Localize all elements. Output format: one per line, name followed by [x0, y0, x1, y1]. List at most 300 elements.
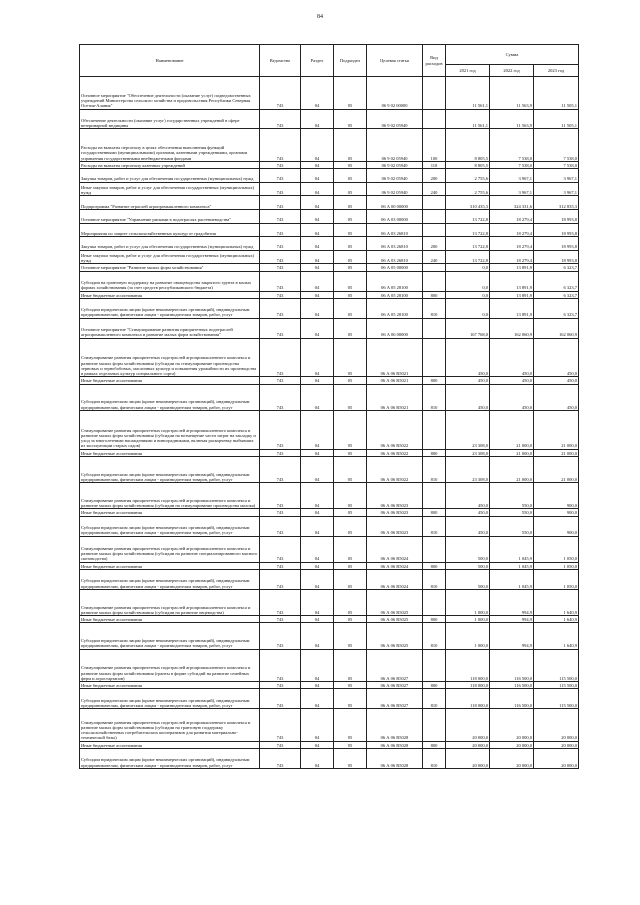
table-row [80, 709, 579, 742]
cell-podrazdel: 05 [334, 237, 367, 251]
cell-2022: 11 563,9 [490, 77, 534, 110]
cell-name: Закупка товаров, работ и услуг для обеспечения государственных (муниципальных) нужд [80, 237, 260, 251]
cell-name: Основное мероприятие "Управление рисками в подотраслях растениеводства" [80, 209, 260, 223]
cell-expense-type: 800 [423, 682, 446, 689]
cell-2023: 7 538,0 [534, 161, 579, 168]
cell-razdel: 04 [301, 237, 334, 251]
cell-razdel: 04 [301, 250, 334, 264]
table-row [80, 264, 579, 271]
cell-2022: 450,0 [490, 384, 534, 410]
table-row [80, 449, 579, 456]
cell-razdel: 04 [301, 682, 334, 689]
cell-vedomstvo: 743 [260, 741, 301, 748]
cell-vedomstvo: 743 [260, 109, 301, 129]
cell-2021: 13 722,8 [446, 237, 490, 251]
cell-vedomstvo: 743 [260, 410, 301, 449]
cell-2021: 118 000,0 [446, 689, 490, 709]
cell-2022: 18 279,4 [490, 223, 534, 237]
cell-vedomstvo: 743 [260, 129, 301, 162]
cell-expense-type: 810 [423, 384, 446, 410]
cell-vedomstvo: 743 [260, 509, 301, 516]
cell-2022: 1 045,9 [490, 570, 534, 590]
cell-expense-type [423, 649, 446, 682]
cell-vedomstvo: 743 [260, 384, 301, 410]
cell-2022: 550,0 [490, 509, 534, 516]
cell-vedomstvo: 743 [260, 77, 301, 110]
cell-2023: 18 993,8 [534, 250, 579, 264]
cell-2021: 2 755,6 [446, 169, 490, 183]
cell-podrazdel: 05 [334, 749, 367, 769]
cell-2021: 500,0 [446, 536, 490, 562]
cell-expense-type: 200 [423, 169, 446, 183]
cell-name: Подпрограмма "Развитие отраслей агропромышленного комплекса" [80, 196, 260, 210]
cell-vedomstvo: 743 [260, 271, 301, 291]
cell-2023: 11 505,1 [534, 77, 579, 110]
cell-2021: 20 000,0 [446, 709, 490, 742]
cell-name: Стимулирование развития приоритетных подотраслей агропромышленного комплекса и развитие малых форм хозяйствования (субсидии на развитие овцеводства) [80, 589, 260, 615]
cell-razdel: 04 [301, 749, 334, 769]
cell-podrazdel: 05 [334, 509, 367, 516]
cell-target-article: 06 А 06 R5023 [367, 516, 423, 536]
table-row [80, 109, 579, 129]
header-podrazdel: Подраздел [334, 45, 367, 77]
cell-2023: 1 050,0 [534, 570, 579, 590]
cell-2023: 21 000,0 [534, 456, 579, 482]
cell-vedomstvo: 743 [260, 182, 301, 196]
page-number: 84 [317, 14, 323, 20]
cell-razdel: 04 [301, 689, 334, 709]
cell-2023: 20 000,0 [534, 709, 579, 742]
cell-name: Иные бюджетные ассигнования [80, 509, 260, 516]
cell-razdel: 04 [301, 410, 334, 449]
cell-2023: 162 060,9 [534, 318, 579, 338]
cell-razdel: 04 [301, 291, 334, 298]
cell-podrazdel: 05 [334, 709, 367, 742]
cell-name: Иные бюджетные ассигнования [80, 377, 260, 384]
cell-podrazdel: 05 [334, 456, 367, 482]
cell-2021: 118 000,0 [446, 682, 490, 689]
cell-razdel: 04 [301, 196, 334, 210]
table-row [80, 623, 579, 649]
table-row [80, 689, 579, 709]
cell-expense-type: 810 [423, 689, 446, 709]
table-row [80, 616, 579, 623]
cell-2023: 20 000,0 [534, 749, 579, 769]
cell-2023: 900,0 [534, 509, 579, 516]
cell-2021: 0,0 [446, 264, 490, 271]
cell-razdel: 04 [301, 456, 334, 482]
cell-target-article: 06 9 02 05940 [367, 161, 423, 168]
cell-razdel: 04 [301, 271, 334, 291]
cell-2022: 550,0 [490, 516, 534, 536]
cell-2022: 550,0 [490, 483, 534, 509]
cell-target-article: 06 А 03 26810 [367, 237, 423, 251]
cell-target-article: 06 9 02 00000 [367, 77, 423, 110]
cell-name: Иные бюджетные ассигнования [80, 741, 260, 748]
cell-podrazdel: 05 [334, 338, 367, 377]
cell-2021: 20 000,0 [446, 741, 490, 748]
cell-2022: 116 500,0 [490, 682, 534, 689]
cell-razdel: 04 [301, 741, 334, 748]
cell-expense-type: 240 [423, 250, 446, 264]
cell-vedomstvo: 743 [260, 570, 301, 590]
table-row [80, 377, 579, 384]
table-row [80, 169, 579, 183]
cell-razdel: 04 [301, 509, 334, 516]
cell-2023: 6 323,7 [534, 298, 579, 318]
cell-2022: 994,9 [490, 589, 534, 615]
cell-vedomstvo: 743 [260, 536, 301, 562]
cell-target-article: 06 А 06 R5023 [367, 483, 423, 509]
cell-target-article: 06 А 06 R5025 [367, 616, 423, 623]
cell-podrazdel: 05 [334, 616, 367, 623]
cell-podrazdel: 05 [334, 196, 367, 210]
cell-podrazdel: 05 [334, 562, 367, 569]
cell-2023: 21 000,0 [534, 449, 579, 456]
cell-name: Стимулирование развития приоритетных подотраслей агропромышленного комплекса и развитие малых форм хозяйствования (субсидии на возмещение части затрат на закладку и уход за многолетними насаждениями и виноградниками, включая раскорчевку выбывших из эксплуатации старых садов) [80, 410, 260, 449]
cell-2021: 13 722,8 [446, 223, 490, 237]
cell-podrazdel: 05 [334, 689, 367, 709]
cell-razdel: 04 [301, 129, 334, 162]
cell-podrazdel: 05 [334, 109, 367, 129]
cell-2023: 18 993,8 [534, 223, 579, 237]
cell-2022: 21 000,0 [490, 410, 534, 449]
cell-razdel: 04 [301, 516, 334, 536]
cell-2023: 6 323,7 [534, 264, 579, 271]
cell-expense-type [423, 536, 446, 562]
table-row [80, 209, 579, 223]
header-name: Наименование [80, 45, 260, 77]
cell-name: Стимулирование развития приоритетных подотраслей агропромышленного комплекса и развитие малых форм хозяйствования (субсидии на развитие специализированного мясного скотоводства) [80, 536, 260, 562]
cell-expense-type [423, 223, 446, 237]
cell-2021: 450,0 [446, 384, 490, 410]
cell-name: Субсидии юридическим лицам (кроме некоммерческих организаций), индивидуальным предпринимателям, физическим лицам - производителям товаров, работ, услуг [80, 689, 260, 709]
cell-2021: 0,0 [446, 271, 490, 291]
cell-name: Мероприятия по защите сельскохозяйственных культур от градобития [80, 223, 260, 237]
cell-expense-type [423, 483, 446, 509]
cell-expense-type: 800 [423, 562, 446, 569]
table-row [80, 250, 579, 264]
cell-name: Основное мероприятие "Стимулирование развития приоритетных подотраслей агропромышленного комплекса и развитие малых форм хозяйствования" [80, 318, 260, 338]
cell-name: Иные бюджетные ассигнования [80, 682, 260, 689]
header-year-2021: 2021 год [446, 65, 490, 77]
cell-podrazdel: 05 [334, 483, 367, 509]
table-row [80, 749, 579, 769]
table-row [80, 291, 579, 298]
cell-podrazdel: 05 [334, 209, 367, 223]
cell-2023: 21 000,0 [534, 410, 579, 449]
cell-2022: 116 500,0 [490, 689, 534, 709]
cell-expense-type [423, 410, 446, 449]
cell-2023: 450,0 [534, 384, 579, 410]
cell-podrazdel: 05 [334, 410, 367, 449]
cell-2021: 11 561,1 [446, 77, 490, 110]
cell-2023: 20 000,0 [534, 741, 579, 748]
cell-name: Иные закупки товаров, работ и услуг для обеспечения государственных (муниципальных) нужд [80, 250, 260, 264]
cell-razdel: 04 [301, 264, 334, 271]
table-row [80, 516, 579, 536]
table-row [80, 682, 579, 689]
cell-name: Субсидии юридическим лицам (кроме некоммерческих организаций), индивидуальным предпринимателям, физическим лицам - производителям товаров, работ, услуг [80, 516, 260, 536]
cell-2021: 23 308,0 [446, 410, 490, 449]
cell-podrazdel: 05 [334, 129, 367, 162]
cell-2023: 115 500,0 [534, 682, 579, 689]
cell-podrazdel: 05 [334, 682, 367, 689]
cell-target-article: 06 9 02 05940 [367, 109, 423, 129]
cell-vedomstvo: 743 [260, 377, 301, 384]
cell-name: Иные бюджетные ассигнования [80, 291, 260, 298]
cell-target-article: 06 А 06 R5021 [367, 377, 423, 384]
cell-2023: 18 993,8 [534, 209, 579, 223]
cell-2022: 18 279,4 [490, 237, 534, 251]
cell-vedomstvo: 743 [260, 209, 301, 223]
cell-target-article: 06 А 06 R5024 [367, 562, 423, 569]
cell-podrazdel: 05 [334, 318, 367, 338]
cell-razdel: 04 [301, 536, 334, 562]
table-row [80, 237, 579, 251]
cell-2022: 116 500,0 [490, 649, 534, 682]
cell-expense-type [423, 709, 446, 742]
cell-2022: 1 045,9 [490, 562, 534, 569]
cell-target-article: 06 А 06 R5027 [367, 682, 423, 689]
cell-razdel: 04 [301, 649, 334, 682]
table-row [80, 196, 579, 210]
cell-expense-type: 810 [423, 516, 446, 536]
cell-2022: 20 000,0 [490, 741, 534, 748]
cell-2023: 312 835,3 [534, 196, 579, 210]
table-row [80, 384, 579, 410]
cell-expense-type: 800 [423, 449, 446, 456]
cell-vedomstvo: 743 [260, 483, 301, 509]
cell-2022: 324 331,6 [490, 196, 534, 210]
table-row [80, 456, 579, 482]
cell-name: Стимулирование развития приоритетных подотраслей агропромышленного комплекса и развитие малых форм хозяйствования (гранты в форме субсидий на развитие семейных ферм и агростартапов) [80, 649, 260, 682]
cell-expense-type: 800 [423, 741, 446, 748]
cell-name: Иные бюджетные ассигнования [80, 562, 260, 569]
cell-razdel: 04 [301, 384, 334, 410]
table-row [80, 298, 579, 318]
cell-vedomstvo: 743 [260, 237, 301, 251]
table-row [80, 649, 579, 682]
cell-2021: 1 000,0 [446, 616, 490, 623]
cell-podrazdel: 05 [334, 271, 367, 291]
cell-2021: 13 722,8 [446, 250, 490, 264]
cell-podrazdel: 05 [334, 264, 367, 271]
cell-name: Основное мероприятие "Обеспечение деятельности (оказание услуг) подведомственных учреждений Министерства сельского хозяйства и продовольствия Республики Северная Осетия-Алания" [80, 77, 260, 110]
cell-razdel: 04 [301, 616, 334, 623]
cell-podrazdel: 05 [334, 516, 367, 536]
cell-target-article: 06 А 06 R5025 [367, 623, 423, 649]
cell-2023: 1 640,9 [534, 589, 579, 615]
cell-podrazdel: 05 [334, 570, 367, 590]
cell-2022: 13 891,9 [490, 291, 534, 298]
cell-2023: 1 640,9 [534, 616, 579, 623]
cell-target-article: 06 А 06 R5027 [367, 649, 423, 682]
cell-target-article: 06 А 05 00000 [367, 264, 423, 271]
cell-expense-type [423, 318, 446, 338]
cell-podrazdel: 05 [334, 449, 367, 456]
cell-razdel: 04 [301, 298, 334, 318]
cell-2021: 450,0 [446, 377, 490, 384]
cell-2022: 20 000,0 [490, 749, 534, 769]
cell-2021: 1 000,0 [446, 623, 490, 649]
cell-2022: 3 967,1 [490, 182, 534, 196]
cell-name: Иные бюджетные ассигнования [80, 449, 260, 456]
cell-expense-type: 800 [423, 509, 446, 516]
cell-expense-type: 810 [423, 570, 446, 590]
header-sum: Сумма [446, 45, 579, 65]
cell-expense-type: 200 [423, 237, 446, 251]
cell-2023: 1 050,0 [534, 562, 579, 569]
table-row [80, 77, 579, 110]
cell-vedomstvo: 743 [260, 749, 301, 769]
table-row [80, 223, 579, 237]
cell-podrazdel: 05 [334, 223, 367, 237]
cell-2022: 21 000,0 [490, 449, 534, 456]
cell-expense-type: 810 [423, 623, 446, 649]
cell-target-article: 06 А 06 R5028 [367, 741, 423, 748]
cell-target-article: 06 А 06 R5025 [367, 589, 423, 615]
cell-razdel: 04 [301, 377, 334, 384]
cell-name: Субсидии юридическим лицам (кроме некоммерческих организаций), индивидуальным предпринимателям, физическим лицам - производителям товаров, работ, услуг [80, 749, 260, 769]
cell-expense-type: 800 [423, 616, 446, 623]
cell-2022: 162 060,9 [490, 318, 534, 338]
cell-expense-type: 100 [423, 129, 446, 162]
cell-2021: 450,0 [446, 509, 490, 516]
table-row [80, 570, 579, 590]
cell-vedomstvo: 743 [260, 562, 301, 569]
cell-vedomstvo: 743 [260, 709, 301, 742]
cell-razdel: 04 [301, 449, 334, 456]
table-row [80, 318, 579, 338]
cell-2022: 21 000,0 [490, 456, 534, 482]
cell-podrazdel: 05 [334, 250, 367, 264]
table-row [80, 129, 579, 162]
cell-vedomstvo: 743 [260, 682, 301, 689]
cell-2022: 18 279,4 [490, 209, 534, 223]
cell-vedomstvo: 743 [260, 161, 301, 168]
cell-target-article: 06 А 05 28100 [367, 291, 423, 298]
cell-target-article: 06 А 06 00000 [367, 318, 423, 338]
cell-2021: 450,0 [446, 338, 490, 377]
cell-razdel: 04 [301, 318, 334, 338]
cell-expense-type [423, 196, 446, 210]
table-row [80, 182, 579, 196]
budget-table [79, 44, 579, 769]
cell-expense-type: 810 [423, 298, 446, 318]
cell-target-article: 06 А 03 26810 [367, 223, 423, 237]
cell-target-article: 06 А 06 R5028 [367, 749, 423, 769]
cell-expense-type: 110 [423, 161, 446, 168]
cell-expense-type: 240 [423, 182, 446, 196]
cell-name: Субсидии юридическим лицам (кроме некоммерческих организаций), индивидуальным предпринимателям, физическим лицам - производителям товаров, работ, услуг [80, 384, 260, 410]
cell-podrazdel: 05 [334, 384, 367, 410]
cell-expense-type [423, 589, 446, 615]
cell-2022: 3 967,1 [490, 169, 534, 183]
cell-2021: 310 435,3 [446, 196, 490, 210]
cell-2022: 20 000,0 [490, 709, 534, 742]
cell-expense-type [423, 271, 446, 291]
cell-2022: 7 538,0 [490, 161, 534, 168]
cell-target-article: 06 А 06 R5023 [367, 509, 423, 516]
cell-2022: 994,9 [490, 616, 534, 623]
cell-2021: 8 805,5 [446, 129, 490, 162]
cell-2023: 450,0 [534, 338, 579, 377]
cell-target-article: 06 А 06 R5021 [367, 384, 423, 410]
cell-2023: 3 967,1 [534, 182, 579, 196]
cell-2023: 18 993,8 [534, 237, 579, 251]
cell-podrazdel: 05 [334, 623, 367, 649]
cell-name: Расходы на выплаты персоналу казенных учреждений [80, 161, 260, 168]
cell-vedomstvo: 743 [260, 291, 301, 298]
cell-target-article: 06 А 06 R5024 [367, 536, 423, 562]
cell-2023: 7 538,0 [534, 129, 579, 162]
cell-2021: 13 722,8 [446, 209, 490, 223]
cell-razdel: 04 [301, 483, 334, 509]
cell-2023: 6 323,7 [534, 291, 579, 298]
header-vedomstvo: Ведомство [260, 45, 301, 77]
cell-2023: 900,0 [534, 483, 579, 509]
cell-vedomstvo: 743 [260, 250, 301, 264]
cell-name: Обеспечение деятельности (оказание услуг) государственных учреждений в сфере ветеринарной медицины [80, 109, 260, 129]
cell-vedomstvo: 743 [260, 223, 301, 237]
cell-razdel: 04 [301, 623, 334, 649]
cell-2022: 13 891,9 [490, 298, 534, 318]
cell-target-article: 06 А 06 R5024 [367, 570, 423, 590]
header-year-2023: 2023 год [534, 65, 579, 77]
cell-razdel: 04 [301, 77, 334, 110]
cell-2023: 1 640,9 [534, 623, 579, 649]
cell-2023: 6 323,7 [534, 271, 579, 291]
cell-2021: 450,0 [446, 516, 490, 536]
cell-razdel: 04 [301, 589, 334, 615]
cell-name: Субсидии юридическим лицам (кроме некоммерческих организаций), индивидуальным предпринимателям, физическим лицам - производителям товаров, работ, услуг [80, 623, 260, 649]
cell-2021: 20 000,0 [446, 749, 490, 769]
cell-vedomstvo: 743 [260, 338, 301, 377]
cell-vedomstvo: 743 [260, 616, 301, 623]
cell-podrazdel: 05 [334, 182, 367, 196]
cell-podrazdel: 05 [334, 169, 367, 183]
cell-target-article: 06 9 02 05940 [367, 169, 423, 183]
cell-2023: 3 967,1 [534, 169, 579, 183]
cell-expense-type: 810 [423, 456, 446, 482]
cell-name: Расходы на выплаты персоналу в целях обеспечения выполнения функций государственными (муниципальными) органами, казенными учреждениями, органами управления государственными внебюджетными фондами [80, 129, 260, 162]
cell-vedomstvo: 743 [260, 516, 301, 536]
cell-razdel: 04 [301, 562, 334, 569]
cell-2022: 994,9 [490, 623, 534, 649]
cell-name: Субсидии юридическим лицам (кроме некоммерческих организаций), индивидуальным предпринимателям, физическим лицам - производителям товаров, работ, услуг [80, 298, 260, 318]
cell-vedomstvo: 743 [260, 298, 301, 318]
cell-razdel: 04 [301, 223, 334, 237]
cell-vedomstvo: 743 [260, 689, 301, 709]
cell-razdel: 04 [301, 109, 334, 129]
cell-podrazdel: 05 [334, 291, 367, 298]
cell-podrazdel: 05 [334, 649, 367, 682]
cell-target-article: 06 А 03 26810 [367, 250, 423, 264]
cell-razdel: 04 [301, 182, 334, 196]
header-expense-type: Вид расходов [423, 45, 446, 77]
cell-target-article: 06 9 02 05940 [367, 182, 423, 196]
cell-vedomstvo: 743 [260, 169, 301, 183]
cell-vedomstvo: 743 [260, 649, 301, 682]
cell-target-article: 06 А 06 R5027 [367, 689, 423, 709]
cell-target-article: 06 А 06 R5022 [367, 449, 423, 456]
cell-vedomstvo: 743 [260, 264, 301, 271]
cell-2022: 450,0 [490, 338, 534, 377]
cell-2023: 115 500,0 [534, 689, 579, 709]
cell-2021: 0,0 [446, 291, 490, 298]
cell-2022: 18 279,4 [490, 250, 534, 264]
